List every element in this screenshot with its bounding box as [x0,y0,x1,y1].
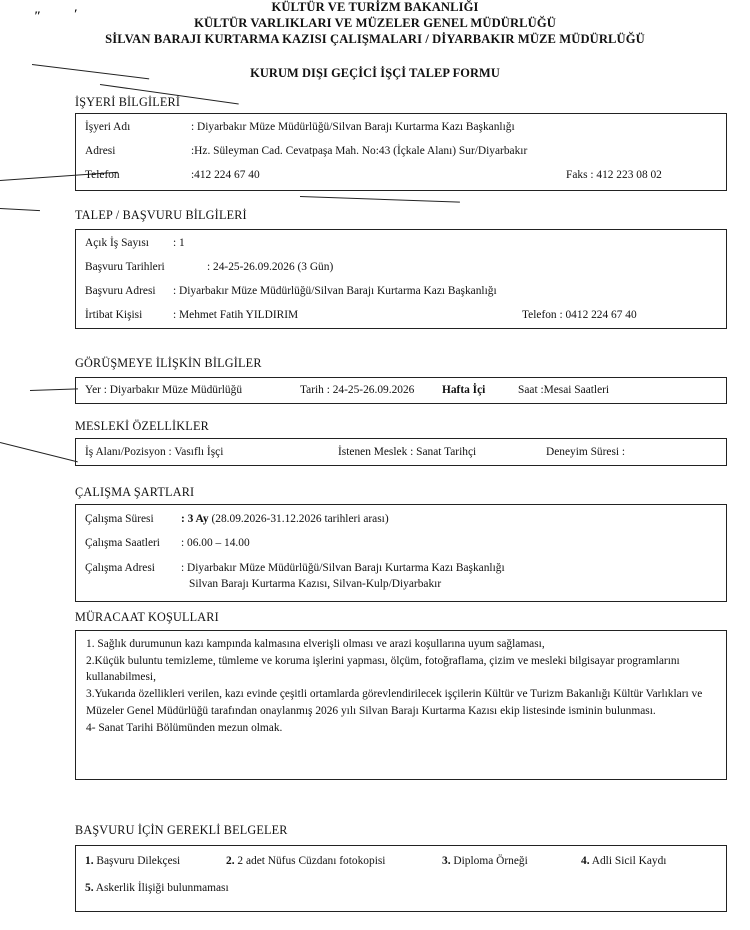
irtibat-label: İrtibat Kişisi [85,309,143,321]
belge-num: 2. [226,855,235,867]
gorusme-saat: Saat :Mesai Saatleri [518,384,610,396]
gorusme-hafta: Hafta İçi [442,384,486,396]
deneyim-suresi: Deneyim Süresi : [546,446,626,458]
section-gorusme: GÖRÜŞMEYE İLİŞKİN BİLGİLER [75,356,262,370]
section-mesleki: MESLEKİ ÖZELLİKLER [75,419,209,433]
basvuru-tarih-label: Başvuru Tarihleri [85,261,165,273]
is-alani: İş Alanı/Pozisyon : Vasıflı İşçi [85,446,224,458]
section-belgeler: BAŞVURU İÇİN GEREKLİ BELGELER [75,823,288,837]
pen-stroke [30,388,78,391]
form-title: KURUM DIŞI GEÇİCİ İŞÇİ TALEP FORMU [250,66,500,80]
section-talep: TALEP / BAŞVURU BİLGİLERİ [75,208,247,222]
talep-box [75,229,727,329]
acik-is-value: : 1 [173,237,185,249]
istenen-meslek: İstenen Meslek : Sanat Tarihçi [338,446,477,458]
belgeler-box [75,845,727,912]
pen-stroke [0,208,40,211]
belge-item [442,855,528,867]
calisma-box [75,504,727,602]
calisma-suresi-label: Çalışma Süresi [85,513,154,525]
acik-is-label: Açık İş Sayısı [85,237,149,249]
belge-text: Adli Sicil Kaydı [589,855,667,867]
section-muracaat: MÜRACAAT KOŞULLARI [75,610,219,624]
belge-item [85,882,229,894]
basvuru-adres-value: : Diyarbakır Müze Müdürlüğü/Silvan Barajı Kurtarma Kazı Başkanlığı [173,285,497,297]
telefon-label: Telefon [85,169,120,181]
mesleki-box [75,438,727,466]
section-isyeri: İŞYERİ BİLGİLERİ [75,95,181,109]
ministry-title: KÜLTÜR VE TURİZM BAKANLIĞI [271,0,479,14]
telefon-value: :412 224 67 40 [191,169,260,181]
belge-item [581,855,666,867]
calisma-suresi-value [181,513,389,525]
irtibat-telefon: Telefon : 0412 224 67 40 [522,309,637,321]
basvuru-tarih-value: : 24-25-26.09.2026 (3 Gün) [207,261,334,273]
belge-text: Diploma Örneği [450,855,528,867]
gorusme-box [75,377,727,404]
muracaat-list [76,631,726,741]
faks-value: Faks : 412 223 08 02 [566,169,662,181]
muracaat-box [75,630,727,780]
calisma-adresi-label: Çalışma Adresi [85,562,155,574]
calisma-suresi-bold: : 3 Ay [181,513,209,525]
belge-num: 3. [442,855,451,867]
isyeri-adi-value: : Diyarbakır Müze Müdürlüğü/Silvan Barajı Kurtarma Kazı Başkanlığı [191,121,515,133]
directorate-title: KÜLTÜR VARLIKLARI VE MÜZELER GENEL MÜDÜRLÜĞÜ [194,16,556,30]
belge-text: 2 adet Nüfus Cüzdanı fotokopisi [234,855,386,867]
calisma-adresi-value2: Silvan Barajı Kurtarma Kazısı, Silvan-Kulp/Diyarbakır [189,578,442,590]
muracaat-item: 3.Yukarıda özellikleri verilen, kazı evinde çeşitli ortamlarda görevlendirilecek işçilerin Kültür ve Turizm Bakanlığı Kültür Varlıkları ve Müzeler Genel Müdürlüğü tarafından onaylanmış 2026 yılı Silvan Barajı Kurtarma Kazısı ekip listesinde isminin bulunması. [86,688,703,717]
belge-text: Başvuru Dilekçesi [93,855,181,867]
pen-stroke [0,442,78,463]
scan-mark-icon: ʹ [74,6,78,21]
section-calisma: ÇALIŞMA ŞARTLARI [75,485,195,499]
belge-num: 1. [85,855,94,867]
irtibat-value: : Mehmet Fatih YILDIRIM [173,309,299,321]
belge-num: 4. [581,855,590,867]
calisma-suresi-dates: (28.09.2026-31.12.2026 tarihleri arası) [208,513,389,525]
calisma-adresi-value1: : Diyarbakır Müze Müdürlüğü/Silvan Barajı Kurtarma Kazı Başkanlığı [181,562,505,574]
gorusme-yer: Yer : Diyarbakır Müze Müdürlüğü [85,384,243,396]
gorusme-tarih: Tarih : 24-25-26.09.2026 [300,384,415,396]
isyeri-box [75,113,727,191]
muracaat-item: 2.Küçük buluntu temizleme, tümleme ve koruma işlerini yapması, ölçüm, fotoğraflama, çizim ve mesleki bilgisayar programlarını kullanabilmesi, [86,654,680,684]
scan-mark-icon: ʺ [34,8,41,23]
belge-item [85,855,180,867]
belge-num: 5. [85,882,94,894]
calisma-saatleri-label: Çalışma Saatleri [85,537,160,549]
pen-stroke [300,196,460,203]
belge-item [226,855,385,867]
calisma-saatleri-value: : 06.00 – 14.00 [181,537,250,549]
adres-label: Adresi [85,145,116,157]
muracaat-item: 1. Sağlık durumunun kazı kampında kalmasına elverişli olması ve arazi koşullarına uyum sağlaması, [86,638,545,650]
adres-value: :Hz. Süleyman Cad. Cevatpaşa Mah. No:43 (İçkale Alanı) Sur/Diyarbakır [191,145,528,157]
basvuru-adres-label: Başvuru Adresi [85,285,156,297]
belge-text: Askerlik İlişiği bulunmaması [93,882,229,894]
isyeri-adi-label: İşyeri Adı [85,121,131,133]
muracaat-item: 4- Sanat Tarihi Bölümünden mezun olmak. [86,721,283,734]
project-title: SİLVAN BARAJI KURTARMA KAZISI ÇALIŞMALARI / DİYARBAKIR MÜZE MÜDÜRLÜĞÜ [105,32,645,46]
